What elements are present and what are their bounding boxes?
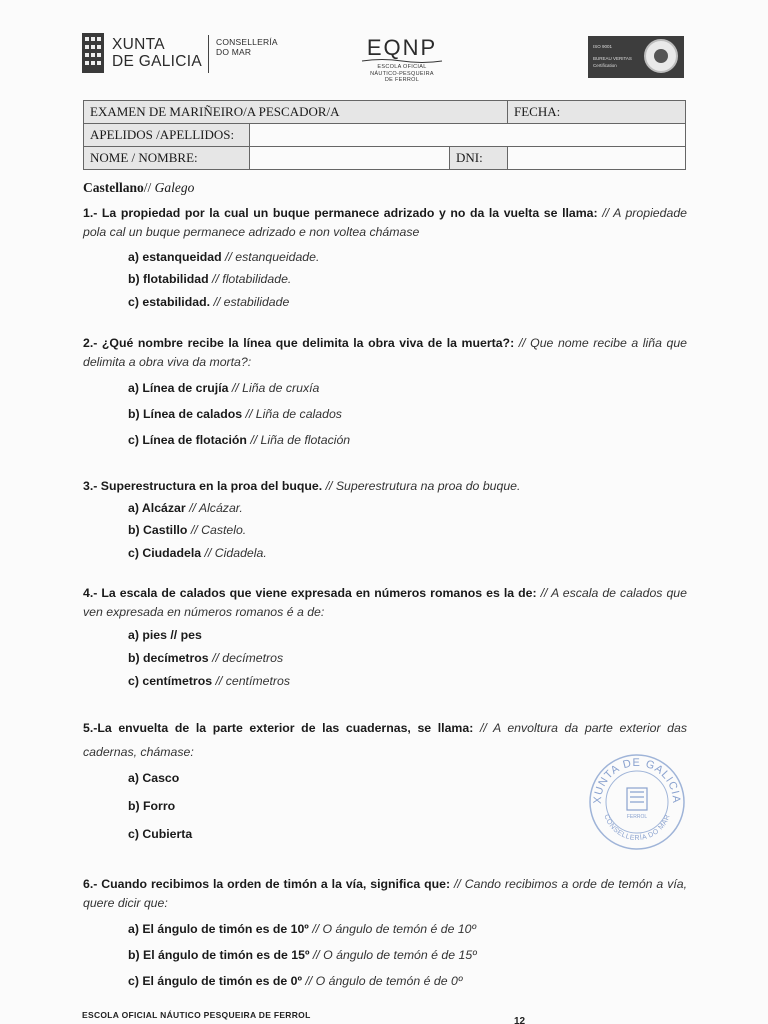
option-gl: // Liña de cruxía: [231, 381, 320, 395]
option-gl: // estanqueidade.: [225, 250, 320, 264]
date-label-cell: FECHA:: [508, 101, 686, 124]
option-es: b) Castillo: [128, 523, 188, 537]
option-gl: // Cidadela.: [204, 546, 267, 560]
footer-page-number: 12: [514, 1016, 526, 1024]
question-4-option-a[interactable]: [128, 626, 202, 645]
option-gl: // flotabilidade.: [212, 272, 292, 286]
option-es: b) flotabilidad: [128, 272, 209, 286]
xunta-wordmark: [112, 36, 202, 70]
question-5-gl: // A envoltura da parte exterior das cadernas, chámase:: [83, 721, 687, 759]
question-2-option-a[interactable]: [128, 379, 319, 398]
option-gl: // pes: [170, 628, 202, 642]
option-gl: // estabilidade: [213, 295, 290, 309]
question-2-es: 2.- ¿Qué nombre recibe la línea que delimita la obra viva de la muerta?:: [83, 336, 515, 350]
option-es: b) El ángulo de timón es de 15º: [128, 948, 310, 962]
dni-label-cell: DNI:: [450, 147, 508, 170]
stamp-center-text: FERROL: [626, 814, 648, 820]
question-6-option-c[interactable]: [128, 972, 462, 991]
seal-center: [654, 49, 668, 63]
option-es: a) El ángulo de timón es de 10º: [128, 922, 309, 936]
question-1-gl: // A propiedade pola cal un buque permanece adrizado e non voltea chámase: [83, 206, 687, 239]
exam-title-cell: EXAMEN DE MARIÑEIRO/A PESCADOR/A: [84, 101, 508, 124]
eqnp-subtitle: [352, 64, 452, 84]
question-5-option-c[interactable]: [128, 825, 192, 844]
form-row-surnames: [84, 124, 686, 147]
option-es: c) centímetros: [128, 674, 213, 688]
option-gl: // centímetros: [215, 674, 290, 688]
option-es: b) Línea de calados: [128, 407, 243, 421]
question-6-gl: // Cando recibimos a orde de temón a vía, quere dicir que:: [83, 877, 688, 910]
certification-logo: [588, 36, 684, 78]
option-es: a) pies: [128, 628, 167, 642]
cert-line-2: BUREAU VERITAS: [593, 56, 632, 61]
question-6: [83, 875, 687, 913]
eqnp-wordmark: EQNP: [366, 35, 438, 60]
surnames-field[interactable]: [250, 124, 686, 147]
option-es: c) El ángulo de timón es de 0º: [128, 974, 302, 988]
form-row-exam: [84, 101, 686, 124]
eqnp-line-2: NÁUTICO-PESQUEIRA: [370, 70, 434, 77]
option-gl: // O ángulo de temón é de 10º: [312, 922, 476, 936]
option-es: c) Ciudadela: [128, 546, 202, 560]
stamp-bottom-text: CONSELLERÍA DO MAR: [602, 813, 672, 843]
official-stamp: [587, 752, 687, 852]
cert-line-1: ISO 9001: [593, 44, 613, 49]
footer-school-name: ESCOLA OFICIAL NÁUTICO PESQUEIRA DE FERROL: [82, 1010, 311, 1020]
question-6-option-a[interactable]: [128, 920, 476, 939]
name-field[interactable]: [250, 147, 450, 170]
option-es: c) Línea de flotación: [128, 433, 247, 447]
question-1-option-b[interactable]: [128, 270, 291, 289]
option-es: a) Línea de crujía: [128, 381, 229, 395]
question-4-option-c[interactable]: [128, 672, 290, 691]
option-gl: // decímetros: [212, 651, 284, 665]
cert-line-3: Certification: [593, 63, 617, 68]
xunta-line-2: DE GALICIA: [112, 53, 202, 70]
option-gl: // O ángulo de temón é de 15º: [312, 948, 477, 962]
surnames-label-cell: APELIDOS /APELLIDOS:: [84, 124, 250, 147]
option-gl: // Liña de calados: [245, 407, 342, 421]
option-es: a) estanqueidad: [128, 250, 222, 264]
stamp-shield-icon: [627, 788, 647, 810]
question-1: [83, 204, 687, 242]
conselleria-label: [216, 37, 278, 57]
question-2-option-b[interactable]: [128, 405, 342, 424]
option-gl: // Liña de flotación: [250, 433, 351, 447]
question-2-option-c[interactable]: [128, 431, 350, 450]
language-primary: Castellano: [83, 180, 144, 195]
xunta-line-1: XUNTA: [112, 36, 165, 53]
option-es: a) Casco: [128, 771, 180, 785]
logo-divider: [208, 35, 209, 73]
stamp-top-text: XUNTA DE GALICIA: [591, 756, 683, 805]
question-3-option-a[interactable]: [128, 499, 243, 518]
option-es: b) Forro: [128, 799, 176, 813]
question-3-option-b[interactable]: [128, 521, 246, 540]
question-5-option-b[interactable]: [128, 797, 175, 816]
question-5-es: 5.-La envuelta de la parte exterior de las cuadernas, se llama:: [83, 721, 474, 735]
name-label-cell: NOME / NOMBRE:: [84, 147, 250, 170]
question-4-gl: // A escala de calados que ven expresada en números romanos é a de:: [83, 586, 687, 619]
question-3-option-c[interactable]: [128, 544, 267, 563]
question-6-option-b[interactable]: [128, 946, 477, 965]
language-indicator: [83, 180, 194, 196]
option-es: c) Cubierta: [128, 827, 193, 841]
form-row-name: [84, 147, 686, 170]
question-3-gl: // Superestrutura na proa do buque.: [325, 479, 521, 493]
question-2-gl: // Que nome recibe a liña que delimita a obra viva da morta?:: [83, 336, 687, 369]
question-5-option-a[interactable]: [128, 769, 179, 788]
xunta-logo: [82, 33, 302, 77]
question-3: [83, 477, 687, 496]
question-4-es: 4.- La escala de calados que viene expresada en números romanos es la de:: [83, 586, 537, 600]
option-gl: // Castelo.: [190, 523, 247, 537]
student-info-form: [83, 100, 686, 170]
language-secondary: Galego: [154, 180, 195, 195]
option-gl: // O ángulo de temón é de 0º: [305, 974, 463, 988]
option-gl: // Alcázar.: [189, 501, 243, 515]
question-1-option-c[interactable]: [128, 293, 289, 312]
question-1-option-a[interactable]: [128, 248, 319, 267]
dni-field[interactable]: [508, 147, 686, 170]
conselleria-line-2: DO MAR: [216, 47, 252, 57]
question-3-es: 3.- Superestructura en la proa del buque.: [83, 479, 323, 493]
bureau-veritas-seal-icon: [644, 39, 678, 73]
eqnp-line-3: DE FERROL: [384, 77, 420, 83]
eqnp-logo: [352, 36, 452, 92]
question-2: [83, 334, 687, 372]
language-separator: //: [143, 180, 152, 195]
conselleria-line-1: CONSELLERÍA: [216, 37, 278, 47]
question-6-es: 6.- Cuando recibimos la orden de timón a la vía, significa que:: [83, 877, 451, 891]
option-es: a) Alcázar: [128, 501, 186, 515]
option-es: c) estabilidad.: [128, 295, 211, 309]
question-1-es: 1.- La propiedad por la cual un buque permanece adrizado y no da la vuelta se llama:: [83, 206, 598, 220]
eqnp-line-1: ESCOLA OFICIAL: [377, 64, 427, 70]
question-4: [83, 584, 687, 622]
question-4-option-b[interactable]: [128, 649, 283, 668]
option-es: b) decímetros: [128, 651, 209, 665]
xunta-crest-icon: [82, 33, 104, 73]
